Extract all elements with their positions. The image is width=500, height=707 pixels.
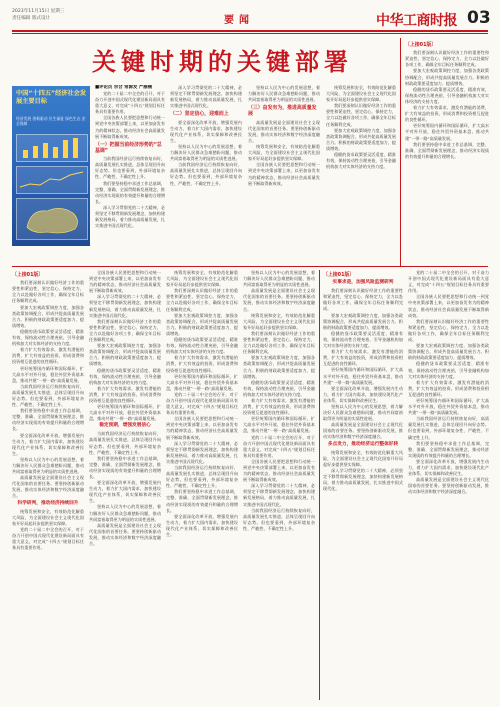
paragraph: 我们要深刻认识做好经济工作的重要性和紧迫性，坚定信心、保持定力，全力以赴做好各项工作，确保全年目标任务顺利完成。 <box>405 50 489 68</box>
paragraph: 深入学习贯彻党的二十大精神，必须坚定不移贯彻新发展理念，加快构建新发展格局，着力推动高质量发展，扎实推进中国式现代化。 <box>89 294 161 318</box>
issue-date: 2023年11月15日 星期三 <box>12 9 65 14</box>
paragraph: 稳健的货币政策要灵活适度、精准有效，保持流动性合理充裕，引导金融机构加大对实体经济的支持力度。 <box>323 330 403 349</box>
section-heading: （二）坚定信心，迎难而上 <box>170 111 229 118</box>
paragraph: 党的二十届二中全会的召开，对于奋力开创中国式现代化建设新局面具有重大意义，对完成“十四五”规划目标任务具有重要作用。 <box>12 526 84 551</box>
paragraph: 要加大宏观政策调控力度，加强各类政策协调配合，形成共促高质量发展合力。积极的财政政策要适度加力、提质增效。 <box>12 304 84 328</box>
paragraph: 坚持以人民为中心的发展思想，着力解决好人民群众急难愁盼问题，推动共同富裕取得更为明显的实质性进展。 <box>89 504 161 522</box>
paragraph: 深入学习贯彻党的二十大精神，必须坚定不移贯彻新发展理念，加快构建新发展格局，着力推动高质量发展，扎实推进中国式现代化。 <box>95 204 165 229</box>
paragraph: 要加大宏观政策调控力度，加强各类政策协调配合，形成共促高质量发展合力。积极的财政政策要适度加力、提质增效。 <box>243 355 315 379</box>
paragraph: 统筹发展和安全，有效防范化解重大风险，为全面建设社会主义现代化国家开好局起好步提供坚实保障。 <box>243 312 315 330</box>
paragraph: 高质量发展是全面建设社会主义现代化国家的首要任务。要坚持创新驱动发展，推动实体经济和数字经济深度融合。 <box>323 422 403 440</box>
paragraph: 要全面深化改革开放，增强发展内生动力，着力扩大国内需求，加快建设现代化产业体系，切实保障和改善民生。 <box>166 513 238 538</box>
paragraph: 我们要深刻认识做好经济工作的重要性和紧迫性，坚定信心、保持定力，全力以赴做好各项工作，确保全年目标任务顺利完成。 <box>12 280 84 304</box>
paragraph: 统筹发展和安全，有效防范化解重大风险，为全面建设社会主义现代化国家开好局起好步提供坚实保障。 <box>323 449 403 467</box>
paragraph: 坚持以人民为中心的发展思想，着力解决好人民群众急难愁盼问题，推动共同富裕取得更为明显的实质性进展。 <box>170 143 242 162</box>
paragraph: 着力扩大有效需求，激发有潜能的消费，扩大有效益的投资，形成消费和投资相互促进的良性循环。 <box>166 355 238 373</box>
lower-column-5 <box>323 270 403 700</box>
paragraph: 高质量发展是全面建设社会主义现代化国家的首要任务。要坚持创新驱动发展，推动实体经济和数字经济深度融合。 <box>248 119 320 143</box>
column-divider <box>319 270 320 700</box>
paragraph: 稳健的货币政策要灵活适度、精准有效，保持流动性合理充裕，引导金融机构加大对实体经济的支持力度。 <box>408 361 489 379</box>
article-column-3 <box>248 85 320 235</box>
masthead-rule <box>12 30 488 32</box>
paragraph: 统筹发展和安全，有效防范化解重大风险，为全面建设社会主义现代化国家开好局起好步提供坚实保障。 <box>12 508 84 526</box>
lower-column-6 <box>408 270 489 700</box>
paragraph: 我们要坚持稳中求进工作总基调，完整、准确、全面贯彻新发展理念，推动经济实现质的有效提升和量的合理增长。 <box>95 180 165 204</box>
paragraph: 要全面深化改革开放，增强发展内生动力，着力扩大国内需求，加快建设现代化产业体系，切实保障和改善民生。 <box>408 458 489 477</box>
continued-label: 〔上接01版〕 <box>323 272 355 278</box>
article-column-2 <box>170 85 242 235</box>
article-column-4 <box>326 85 396 235</box>
section-heading: （一）把握当前经济形势的“总基调” <box>95 141 162 154</box>
subsection-heading: 多点发力，推动经济运行整体好转 <box>327 441 399 447</box>
paragraph: 着力扩大有效需求，激发有潜能的消费，扩大有效益的投资，形成消费和投资相互促进的良性循环。 <box>89 385 161 403</box>
paragraph: 我们要深刻认识做好经济工作的重要性和紧迫性，坚定信心、保持定力，全力以赴做好各项工作，确保全年目标任务顺利完成。 <box>89 318 161 343</box>
paragraph: 我们要深刻认识做好经济工作的重要性和紧迫性，坚定信心、保持定力，全力以赴做好各项工作，确保全年目标任务顺利完成。 <box>323 288 403 312</box>
paragraph: 要全面深化改革开放，增强发展内生动力，着力扩大国内需求，加快建设现代化产业体系，切实保障和改善民生。 <box>323 385 403 403</box>
banner-map <box>16 198 88 240</box>
masthead-rule-thin <box>12 33 488 34</box>
paragraph: 统筹发展和安全，有效防范化解重大风险，为全面建设社会主义现代化国家开好局起好步提供坚实保障。 <box>326 85 396 103</box>
editor-credit: 责任编辑 版式设计 <box>12 16 51 21</box>
lower-column-2 <box>89 270 161 700</box>
paragraph: 党的二十届二中全会的召开，对于奋力开创中国式现代化建设新局面具有重大意义，对完成“十四五”规划目标任务具有重要作用。 <box>95 91 165 115</box>
paragraph: 党的二十届二中全会的召开，对于奋力开创中国式现代化建设新局面具有重大意义，对完成“十四五”规划目标任务具有重要作用。 <box>243 434 315 458</box>
paragraph: 我们要深刻认识做好经济工作的重要性和紧迫性，坚定信心、保持定力，全力以赴做好各项工作，确保全年目标任务顺利完成。 <box>166 288 238 312</box>
paragraph: 坚持以人民为中心的发展思想，着力解决好人民群众急难愁盼问题，推动共同富裕取得更为明显的实质性进展。 <box>243 270 315 288</box>
continued-label: 〔上接01版〕 <box>12 272 44 278</box>
paragraph: 当前我国经济运行持续恢复向好，高质量发展扎实推进，总体呈现回升向好态势。但也要看到，外部环境复杂性、严峻性、不确定性上升。 <box>170 162 242 186</box>
banner-bar <box>73 138 78 158</box>
paragraph: 深入学习贯彻党的二十大精神，必须坚定不移贯彻新发展理念，加快构建新发展格局，着力推动高质量发展，扎实推进中国式现代化。 <box>243 483 315 507</box>
paragraph: 稳健的货币政策要灵活适度、精准有效，保持流动性合理充裕，引导金融机构加大对实体经济的支持力度。 <box>326 152 396 170</box>
paragraph: 高质量发展是全面建设社会主义现代化国家的首要任务。要坚持创新驱动发展，推动实体经济和数字经济深度融合。 <box>408 477 489 495</box>
paragraph: 我们要坚持稳中求进工作总基调，完整、准确、全面贯彻新发展理念，推动经济实现质的有效提升和量的合理增长。 <box>405 141 489 159</box>
paragraph: 更好统筹国内循环和国际循环，扩大高水平对外开放，稳住外贸外资基本盘，推动共建“一带一路”高质量发展。 <box>323 367 403 385</box>
paragraph: 党的二十届二中全会的召开，对于奋力开创中国式现代化建设新局面具有重大意义，对完成“十四五”规划目标任务具有重要作用。 <box>408 270 489 294</box>
section-divider <box>12 266 488 267</box>
banner-chart-2 <box>16 166 88 194</box>
paragraph: 稳健的货币政策要灵活适度、精准有效，保持流动性合理充裕，引导金融机构加大对实体经济的支持力度。 <box>166 337 238 355</box>
paragraph: 深入学习贯彻党的二十大精神，必须坚定不移贯彻新发展理念，加快构建新发展格局，着力推动高质量发展，扎实推进中国式现代化。 <box>323 467 403 492</box>
page-number: 03 <box>467 8 491 28</box>
paragraph: 要加大宏观政策调控力度，加强各类政策协调配合，形成共促高质量发展合力。积极的财政政策要适度加力、提质增效。 <box>405 68 489 86</box>
paragraph: 高质量发展是全面建设社会主义现代化国家的首要任务。要坚持创新驱动发展，推动实体经济和数字经济深度融合。 <box>243 288 315 312</box>
paragraph: 高质量发展是全面建设社会主义现代化国家的首要任务。要坚持创新驱动发展，推动实体经济和数字经济深度融合。 <box>12 475 84 499</box>
banner-bar <box>33 146 38 158</box>
paragraph: 要加大宏观政策调控力度，加强各类政策协调配合，形成共促高质量发展合力。积极的财政政策要适度加力、提质增效。 <box>323 312 403 330</box>
banner-subtitle: 经济发展 创新驱动 民生福祉 绿色生态 安全保障 <box>16 116 86 126</box>
banner-bar <box>43 143 48 158</box>
article-byline: ■评论员 宗合 常源发 严雁楠 <box>95 85 153 90</box>
paragraph: 更好统筹国内循环和国际循环，扩大高水平对外开放，稳住外贸外资基本盘，推动共建“一带一路”高质量发展。 <box>408 397 489 416</box>
newspaper-name: 中华工商时报 <box>376 13 457 29</box>
paragraph: 当前我国经济运行持续恢复向好，高质量发展扎实推进，总体呈现回升向好态势。但也要看到，外部环境复杂性、严峻性、不确定性上升。 <box>166 465 238 489</box>
paragraph: 统筹发展和安全，有效防范化解重大风险，为全面建设社会主义现代化国家开好局起好步提供坚实保障。 <box>248 144 320 162</box>
paragraph: 要加大宏观政策调控力度，加强各类政策协调配合，形成共促高质量发展合力。积极的财政政策要适度加力、提质增效。 <box>166 312 238 336</box>
paragraph: 全国各族人民要把思想和行动统一到党中央决策部署上来，以更加奋发有为的精神状态，推动经济社会高质量发展不断取得新成效。 <box>89 270 161 294</box>
infographic-banner <box>12 86 90 246</box>
banner-line-chart <box>17 167 87 193</box>
paragraph: 要全面深化改革开放，增强发展内生动力，着力扩大国内需求，加快建设现代化产业体系，切实保障和改善民生。 <box>170 119 242 143</box>
masthead <box>0 0 500 38</box>
paragraph: 稳健的货币政策要灵活适度、精准有效，保持流动性合理充裕，引导金融机构加大对实体经济的支持力度。 <box>243 379 315 397</box>
paragraph: 全国各族人民要把思想和行动统一到党中央决策部署上来，以更加奋发有为的精神状态，推动经济社会高质量发展不断取得新成效。 <box>166 416 238 440</box>
section-name: 要闻 <box>224 15 254 26</box>
paragraph: 着力扩大有效需求，激发有潜能的消费，扩大有效益的投资，形成消费和投资相互促进的良性循环。 <box>323 349 403 367</box>
paragraph: 着力扩大有效需求，激发有潜能的消费，扩大有效益的投资，形成消费和投资相互促进的良性循环。 <box>405 105 489 123</box>
banner-bar <box>63 140 68 158</box>
paragraph: 当前我国经济运行持续恢复向好，高质量发展扎实推进，总体呈现回升向好态势。但也要看到，外部环境复杂性、严峻性、不确定性上升。 <box>243 507 315 531</box>
paragraph: 我们要深刻认识做好经济工作的重要性和紧迫性，坚定信心、保持定力，全力以赴做好各项工作，确保全年目标任务顺利完成。 <box>326 103 396 127</box>
paragraph: 稳健的货币政策要灵活适度、精准有效，保持流动性合理充裕，引导金融机构加大对实体经济的支持力度。 <box>405 86 489 104</box>
subsection-heading: 实事求是，加强风险监测研判 <box>332 280 394 286</box>
subsection-heading: 科学研判，推动经济持续回升 <box>17 500 79 506</box>
paragraph: 坚持以人民为中心的发展思想，着力解决好人民群众急难愁盼问题，推动共同富裕取得更为明显的实质性进展。 <box>323 403 403 422</box>
lower-column-3 <box>166 270 238 700</box>
paragraph: 要加大宏观政策调控力度，加强各类政策协调配合，形成共促高质量发展合力。积极的财政政策要适度加力、提质增效。 <box>408 343 489 361</box>
paragraph: 要加大宏观政策调控力度，加强各类政策协调配合，形成共促高质量发展合力。积极的财政政策要适度加力、提质增效。 <box>89 343 161 367</box>
paragraph: 稳健的货币政策要灵活适度、精准有效，保持流动性合理充裕，引导金融机构加大对实体经济的支持力度。 <box>12 328 84 347</box>
paragraph: 党的二十届二中全会的召开，对于奋力开创中国式现代化建设新局面具有重大意义，对完成“十四五”规划目标任务具有重要作用。 <box>166 391 238 416</box>
paragraph: 全国各族人民要把思想和行动统一到党中央决策部署上来，以更加奋发有为的精神状态，推动经济社会高质量发展不断取得新成效。 <box>248 162 320 186</box>
paragraph: 当前我国经济运行持续恢复向好，高质量发展扎实推进，总体呈现回升向好态势。但也要看到，外部环境复杂性、严峻性、不确定性上升。 <box>408 416 489 440</box>
paragraph: 我们要深刻认识做好经济工作的重要性和紧迫性，坚定信心、保持定力，全力以赴做好各项工作，确保全年目标任务顺利完成。 <box>243 330 315 355</box>
paragraph: 要加大宏观政策调控力度，加强各类政策协调配合，形成共促高质量发展合力。积极的财政政策要适度加力、提质增效。 <box>326 127 396 151</box>
paragraph: 全国各族人民要把思想和行动统一到党中央决策部署上来，以更加奋发有为的精神状态，推动经济社会高质量发展不断取得新成效。 <box>243 458 315 483</box>
paragraph: 我们要坚持稳中求进工作总基调，完整、准确、全面贯彻新发展理念，推动经济实现质的有效提升和量的合理增长。 <box>12 408 84 432</box>
continued-label: 〔上接01版〕 <box>405 42 437 48</box>
paragraph: 稳健的货币政策要灵活适度、精准有效，保持流动性合理充裕，引导金融机构加大对实体经济的支持力度。 <box>89 367 161 385</box>
main-headline: 关键时期的关键部署 <box>92 48 353 76</box>
paragraph: 更好统筹国内循环和国际循环，扩大高水平对外开放，稳住外贸外资基本盘，推动共建“一带一路”高质量发展。 <box>12 365 84 383</box>
lower-column-4 <box>243 270 315 700</box>
paragraph: 坚持以人民为中心的发展思想，着力解决好人民群众急难愁盼问题，推动共同富裕取得更为明显的实质性进展。 <box>12 456 84 475</box>
banner-title: 中国“十四五”经济社会发展主要目标 <box>16 90 87 105</box>
paragraph: 深入学习贯彻党的二十大精神，必须坚定不移贯彻新发展理念，加快构建新发展格局，着力推动高质量发展，扎实推进中国式现代化。 <box>170 85 242 109</box>
paragraph: 当前我国经济运行持续恢复向好，高质量发展扎实推进，总体呈现回升向好态势。但也要看到，外部环境复杂性、严峻性、不确定性上升。 <box>12 383 84 408</box>
article-column-1 <box>95 85 165 235</box>
banner-chart-1 <box>16 134 88 162</box>
map-icon <box>17 199 87 239</box>
paragraph: 我们要坚持稳中求进工作总基调，完整、准确、全面贯彻新发展理念，推动经济实现质的有效提升和量的合理增长。 <box>89 455 161 479</box>
paragraph: 统筹发展和安全，有效防范化解重大风险，为全面建设社会主义现代化国家开好局起好步提供坚实保障。 <box>166 270 238 288</box>
paragraph: 更好统筹国内循环和国际循环，扩大高水平对外开放，稳住外贸外资基本盘，推动共建“一带一路”高质量发展。 <box>166 373 238 391</box>
paragraph: 更好统筹国内循环和国际循环，扩大高水平对外开放，稳住外贸外资基本盘，推动共建“一带一路”高质量发展。 <box>89 404 161 422</box>
paragraph: 要全面深化改革开放，增强发展内生动力，着力扩大国内需求，加快建设现代化产业体系，切实保障和改善民生。 <box>12 432 84 456</box>
paragraph: 高质量发展是全面建设社会主义现代化国家的首要任务。要坚持创新驱动发展，推动实体经济和数字经济深度融合。 <box>89 522 161 547</box>
banner-bar <box>53 147 58 158</box>
paragraph: 我们要坚持稳中求进工作总基调，完整、准确、全面贯彻新发展理念，推动经济实现质的有效提升和量的合理增长。 <box>408 440 489 458</box>
paragraph: 要全面深化改革开放，增强发展内生动力，着力扩大国内需求，加快建设现代化产业体系，切实保障和改善民生。 <box>89 480 161 504</box>
paragraph: 坚持以人民为中心的发展思想，着力解决好人民群众急难愁盼问题，推动共同富裕取得更为明显的实质性进展。 <box>248 85 320 103</box>
paragraph: 我们要坚持稳中求进工作总基调，完整、准确、全面贯彻新发展理念，推动经济实现质的有效提升和量的合理增长。 <box>166 489 238 513</box>
column-divider <box>400 38 401 266</box>
banner-bar <box>23 150 28 158</box>
paragraph: 更好统筹国内循环和国际循环，扩大高水平对外开放，稳住外贸外资基本盘，推动共建“一带一路”高质量发展。 <box>243 416 315 434</box>
paragraph: 深入学习贯彻党的二十大精神，必须坚定不移贯彻新发展理念，加快构建新发展格局，着力推动高质量发展，扎实推进中国式现代化。 <box>166 440 238 464</box>
article-column-right <box>405 40 489 265</box>
paragraph: 全国各族人民要把思想和行动统一到党中央决策部署上来，以更加奋发有为的精神状态，推动经济社会高质量发展不断取得新成效。 <box>408 294 489 318</box>
paragraph: 我们要深刻认识做好经济工作的重要性和紧迫性，坚定信心、保持定力，全力以赴做好各项工作，确保全年目标任务顺利完成。 <box>408 318 489 343</box>
paragraph: 全国各族人民要把思想和行动统一到党中央决策部署上来，以更加奋发有为的精神状态，推动经济社会高质量发展不断取得新成效。 <box>95 115 165 139</box>
lower-column-1 <box>12 270 84 700</box>
paragraph: 着力扩大有效需求，激发有潜能的消费，扩大有效益的投资，形成消费和投资相互促进的良性循环。 <box>243 397 315 416</box>
subsection-heading: 稳定预期，增强发展信心 <box>99 423 151 429</box>
section-heading: （三）奋发有为，推进高质量发展 <box>248 105 317 118</box>
paragraph: 着力扩大有效需求，激发有潜能的消费，扩大有效益的投资，形成消费和投资相互促进的良性循环。 <box>12 347 84 365</box>
paragraph: 当前我国经济运行持续恢复向好，高质量发展扎实推进，总体呈现回升向好态势。但也要看到，外部环境复杂性、严峻性、不确定性上升。 <box>95 156 165 180</box>
paragraph: 着力扩大有效需求，激发有潜能的消费，扩大有效益的投资，形成消费和投资相互促进的良性循环。 <box>408 379 489 397</box>
paragraph: 当前我国经济运行持续恢复向好，高质量发展扎实推进，总体呈现回升向好态势。但也要看到，外部环境复杂性、严峻性、不确定性上升。 <box>89 431 161 455</box>
paragraph: 更好统筹国内循环和国际循环，扩大高水平对外开放，稳住外贸外资基本盘，推动共建“一带一路”高质量发展。 <box>405 123 489 141</box>
